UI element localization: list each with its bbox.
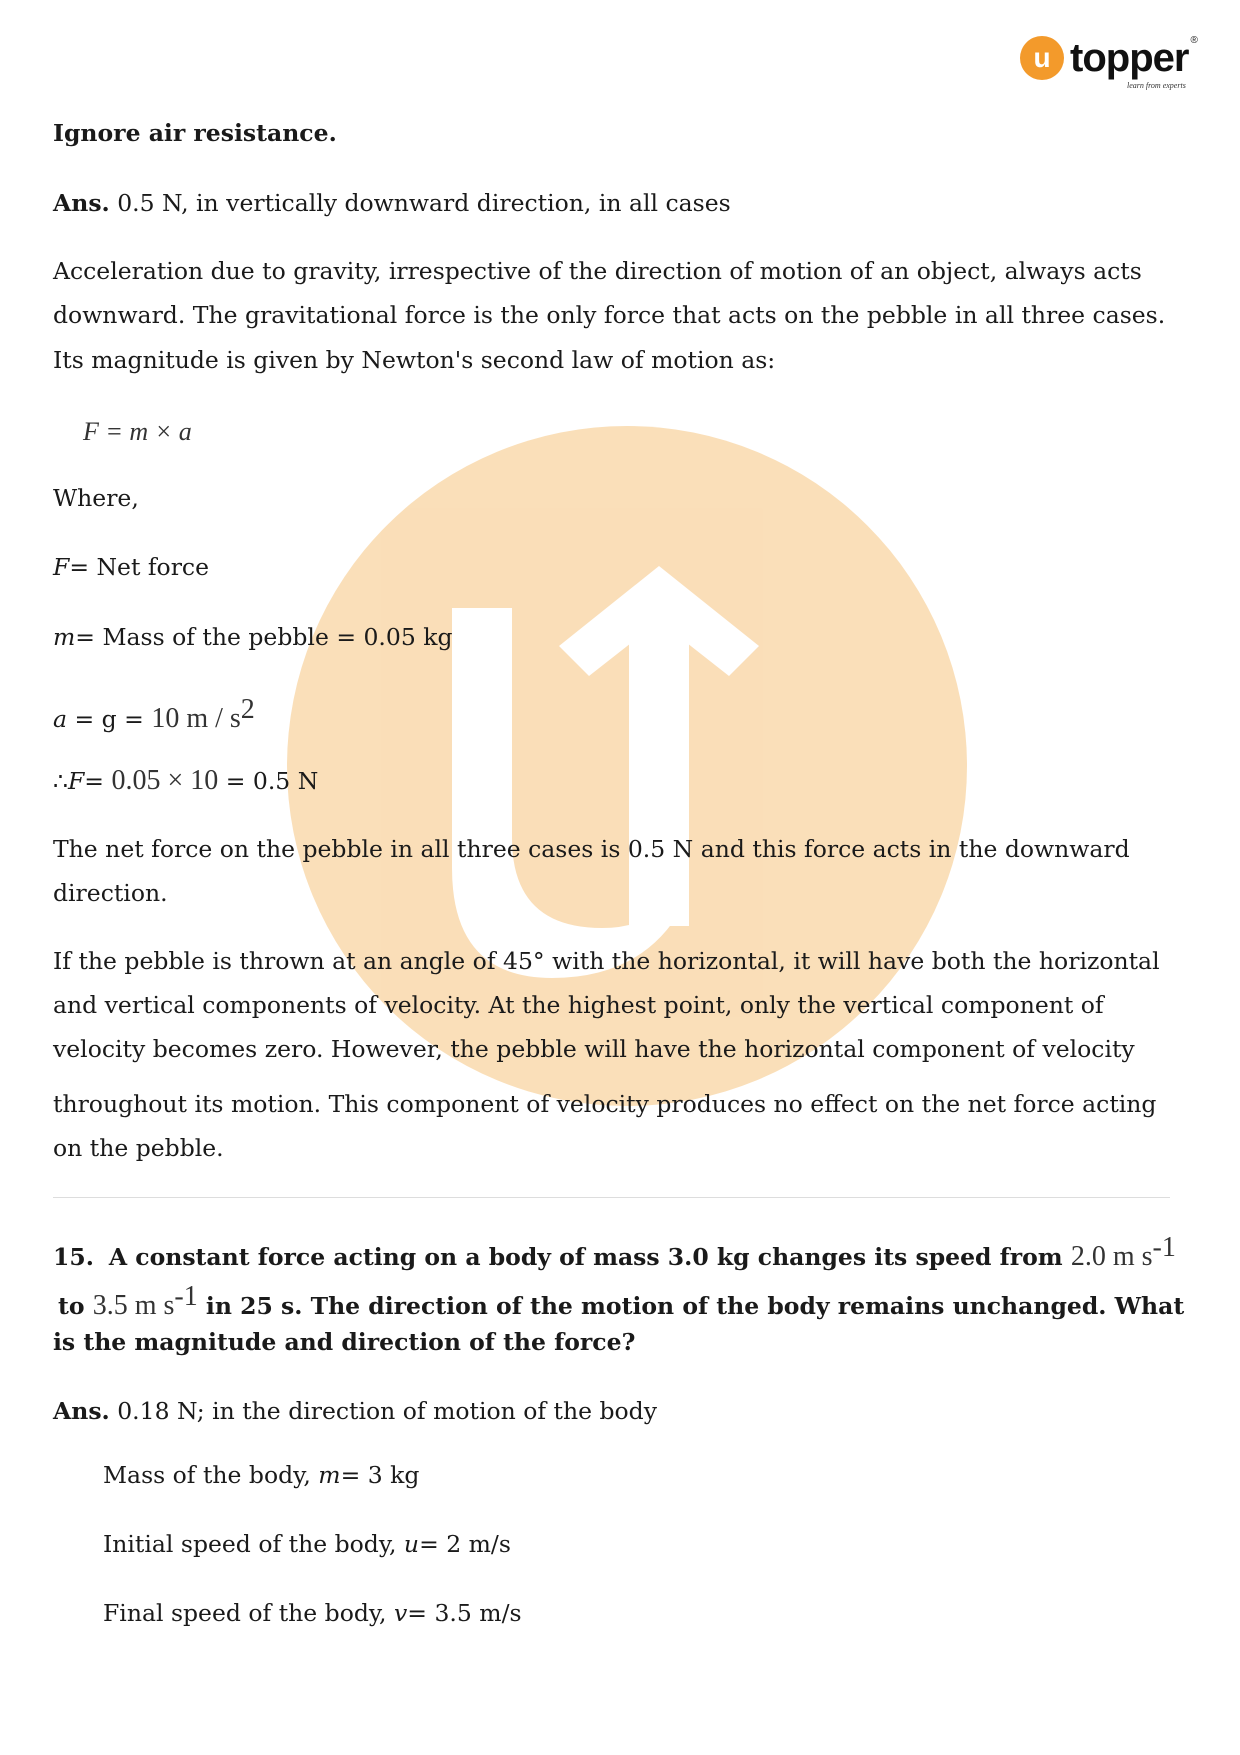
paragraph-line: and vertical components of velocity. At the highest point, only the vertical component of	[53, 991, 1104, 1019]
answer-15: Ans. 0.18 N; in the direction of motion of the body	[53, 1397, 658, 1425]
formula-newton: F = m × a	[83, 417, 192, 446]
given-initial-speed: Initial speed of the body, u= 2 m/s	[103, 1530, 511, 1558]
paragraph-line: direction.	[53, 879, 168, 907]
logo-row	[1020, 36, 1198, 80]
result-f: ∴F= 0.05 × 10 = 0.5 N	[53, 765, 319, 796]
question-15-line: is the magnitude and direction of the force?	[53, 1328, 636, 1356]
question-15-line: to 3.5 m $s^{-1}$ in 25 s. The direction of the motion of the body remains unchanged. What	[58, 1281, 1185, 1321]
topper-logo	[1020, 36, 1198, 90]
paragraph-line: If the pebble is thrown at an angle of 45° with the horizontal, it will have both the horizontal	[53, 947, 1160, 975]
question-15-line: 15. A constant force acting on a body of mass 3.0 kg changes its speed from 2.0 m $s^{-1}$	[53, 1232, 1176, 1272]
paragraph-line: The net force on the pebble in all three cases is 0.5 N and this force acts in the downward	[53, 835, 1130, 863]
paragraph-line: velocity becomes zero. However, the pebble will have the horizontal component of velocity	[53, 1035, 1135, 1063]
paragraph-line: Its magnitude is given by Newton's second law of motion as:	[53, 346, 776, 374]
paragraph-line: Acceleration due to gravity, irrespective of the direction of motion of an object, always acts	[53, 257, 1142, 285]
logo-tagline: learn from experts	[1127, 81, 1186, 90]
divider	[53, 1197, 1170, 1198]
logo-registered: ®	[1190, 35, 1198, 46]
logo-word: topper	[1070, 36, 1189, 80]
heading-ignore-air: Ignore air resistance.	[53, 119, 337, 147]
given-mass: Mass of the body, m= 3 kg	[103, 1461, 420, 1489]
def-a: a = g = 10 m / $s^2$	[53, 694, 255, 734]
given-final-speed: Final speed of the body, v= 3.5 m/s	[103, 1599, 522, 1627]
def-f: F= Net force	[53, 553, 210, 581]
def-m: m= Mass of the pebble = 0.05 kg	[53, 623, 453, 651]
paragraph-line: on the pebble.	[53, 1134, 224, 1162]
where-label: Where,	[53, 484, 139, 512]
answer-line: Ans. 0.5 N, in vertically downward direction, in all cases	[53, 189, 731, 217]
paragraph-line: throughout its motion. This component of velocity produces no effect on the net force acting	[53, 1090, 1157, 1118]
paragraph-line: downward. The gravitational force is the only force that acts on the pebble in all three cases.	[53, 301, 1166, 329]
logo-u-icon: u	[1020, 36, 1064, 80]
